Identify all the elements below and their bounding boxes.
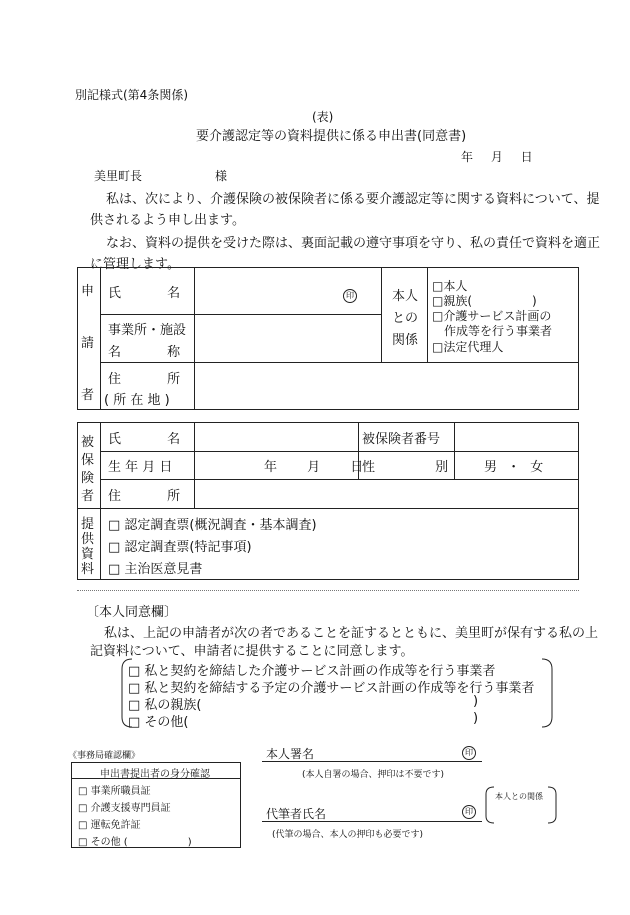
proxy-seal-icon: 印 [462, 805, 476, 819]
consent-option-2[interactable]: □ 私と契約を締結する予定の介護サービス計画の作成等を行う事業者 [128, 681, 535, 696]
applicant-side-3: 者 [81, 388, 95, 403]
insured-number-label: 被保険者番号 [362, 432, 441, 447]
relation-box-label: 本人との関係 [495, 792, 543, 801]
intro-line-2: 供されるよう申し出ます。 [90, 213, 245, 228]
insured-name-label: 氏 名 [108, 432, 181, 447]
proxy-name-label: 代筆者氏名 [266, 807, 327, 821]
office-check-item-4[interactable]: □ その他 ( ) [78, 837, 192, 848]
proxy-signature-note: (代筆の場合、本人の押印も必要です) [272, 830, 424, 840]
consent-option-4-close: ) [473, 711, 479, 726]
materials-side-2: 供 [81, 532, 95, 547]
insured-side-1: 被 [81, 435, 95, 450]
addressee: 美里町長 [94, 169, 143, 183]
applicant-office-label-2: 名 称 [108, 345, 181, 360]
insured-dob-value[interactable]: 年 月 日 [264, 460, 364, 475]
material-option-2[interactable]: □ 認定調査票(特記事項) [108, 540, 252, 555]
honorific: 様 [215, 169, 228, 183]
consent-option-4[interactable]: □ その他( [128, 715, 189, 730]
relation-box-right-bracket [546, 786, 558, 824]
intro-line-4: に管理します。 [90, 257, 180, 272]
insured-sex-label: 性 別 [362, 460, 449, 475]
relation-option-legal[interactable]: □法定代理人 [432, 340, 504, 354]
intro-line-1: 私は、次により、介護保険の被保険者に係る要介護認定等に関する資料について、提 [106, 192, 600, 207]
self-signature-label: 本人署名 [266, 747, 315, 761]
applicant-address-label-2: ( 所 在 地 ) [104, 393, 170, 408]
applicant-side-2: 請 [81, 336, 95, 351]
insured-sex-value[interactable]: 男 ・ 女 [484, 460, 544, 475]
consent-option-3-close: ) [473, 694, 479, 709]
proxy-signature-line[interactable] [262, 821, 482, 822]
relation-label-1: 本人 [392, 289, 419, 304]
insured-side-2: 保 [81, 453, 95, 468]
office-check-title: 申出書提出者の身分確認 [100, 769, 210, 780]
relation-label-2: との [392, 311, 419, 326]
insured-address-label: 住 所 [108, 489, 181, 504]
self-signature-line[interactable] [262, 761, 482, 762]
material-option-1[interactable]: □ 認定調査票(概況調査・基本調査) [108, 518, 317, 533]
office-check-heading: 《事務局確認欄》 [68, 751, 141, 761]
date-field[interactable]: 年 月 日 [461, 150, 533, 164]
seal-icon: 印 [343, 289, 357, 303]
relation-option-self[interactable]: □本人 [432, 279, 468, 293]
document-title: 要介護認定等の資料提供に係る申出書(同意書) [196, 129, 467, 144]
consent-heading: 〔本人同意欄〕 [86, 605, 178, 620]
office-check-item-1[interactable]: □ 事業所職員証 [78, 786, 151, 797]
office-check-item-2[interactable]: □ 介護支援専門員証 [78, 803, 171, 814]
relation-option-care-plan[interactable]: □介護サービス計画の [432, 309, 552, 323]
insured-side-4: 者 [81, 489, 95, 504]
relation-option-care-plan-2: 作成等を行う事業者 [432, 324, 553, 338]
section-divider [77, 590, 579, 591]
right-bracket [538, 657, 558, 729]
consent-line-2: 記資料について、申請者に提供することに同意します。 [90, 644, 414, 659]
self-signature-note: (本人自署の場合、押印は不要です) [302, 770, 445, 780]
office-check-item-3[interactable]: □ 運転免許証 [78, 820, 141, 831]
material-option-3[interactable]: □ 主治医意見書 [108, 562, 203, 577]
applicant-side-1: 申 [81, 284, 95, 299]
intro-line-3: なお、資料の提供を受けた際は、裏面記載の遵守事項を守り、私の責任で資料を適正 [106, 236, 601, 251]
consent-option-1[interactable]: □ 私と契約を締結した介護サービス計画の作成等を行う事業者 [128, 664, 496, 679]
applicant-office-label-1: 事業所・施設 [108, 323, 187, 338]
insured-side-3: 険 [81, 471, 95, 486]
relation-label-3: 関係 [392, 333, 419, 348]
applicant-name-label: 氏 名 [108, 286, 181, 301]
consent-line-1: 私は、上記の申請者が次の者であることを証するとともに、美里町が保有する私の上 [104, 626, 599, 641]
insured-dob-label: 生 年 月 日 [108, 460, 173, 475]
consent-option-3[interactable]: □ 私の親族( [128, 698, 202, 713]
materials-side-1: 提 [81, 517, 95, 532]
form-reference: 別記様式(第4条関係) [75, 88, 188, 102]
relation-option-relative[interactable]: □親族( ) [432, 294, 537, 308]
materials-side-4: 料 [81, 562, 95, 577]
self-seal-icon: 印 [462, 746, 476, 760]
materials-side-3: 資 [81, 547, 95, 562]
side-indicator: (表) [312, 110, 334, 124]
applicant-address-label-1: 住 所 [108, 372, 181, 387]
